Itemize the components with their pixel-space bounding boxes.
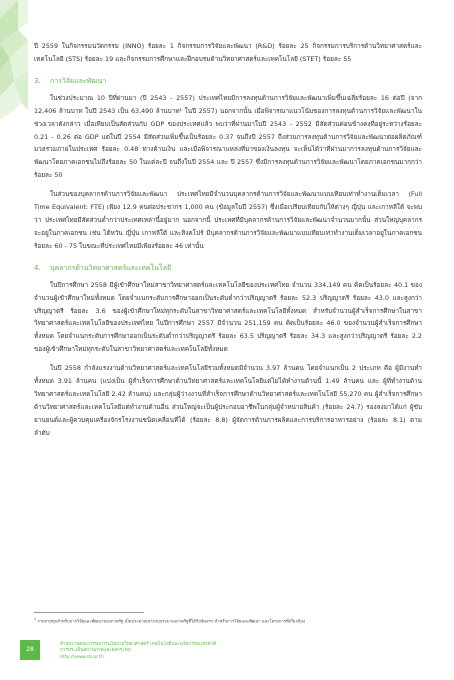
paragraph-rnd-investment: ในช่วงประมาณ 10 ปีที่ผ่านมา (ปี 2543 - 2557) ประเทศไทยมีการลงทุนด้านการวิจัยและพัฒนาเพิ่มขึ้นเฉลี่ยร้อยละ 16 ต่อปี (จาก 12,406 ล้านบาท ในปี 2543 เป็น 63,490 ล้านบาท¹ ในปี 2557) นอกจากนั้น เมื่อพิจารณาแนวโน้มของการลงทุนด้านการวิจัยและพัฒนาในช่วงเวลาดังกล่าว เมื่อเทียบเป็นสัดส่วนกับ GDP ของประเทศแล้ว พบว่าที่ผ่านมาในปี 2543 - 2552 มีสัดส่วนค่อนข้างคงที่อยู่ระหว่างร้อยละ 0.21 - 0.26 ต่อ GDP แต่ในปี 2554 มีสัดส่วนเพิ่มขึ้นเป็นร้อยละ 0.37 จนถึงปี 2557 ถึงส่วนการลงทุนด้านการวิจัยและพัฒนาต่อผลิตภัณฑ์มวลรวมภายในประเทศ ร้อยละ 0.48 ทางด้านเงิน และเมื่อพิจารณาแหล่งที่มาของเงินลงทุน จะเห็นได้ว่าที่ผ่านมาการลงทุนด้านการวิจัยและพัฒนาโดยภาคเอกชนไม่ถึงร้อยละ 50 ในแต่ละปี จนถึงในปี 2554 และ ปี 2557 ซึ่งมีการลงทุนด้านการวิจัยและพัฒนาโดยภาคเอกชนมากกว่าร้อยละ 50 [34,93,422,180]
section-heading-rnd [34,75,422,88]
page-number-badge [20,640,40,660]
section-number: 4. [34,263,41,272]
paragraph-st-workforce: ในปี 2558 กำลังแรงงานด้านวิทยาศาสตร์และเทคโนโลยีรวมทั้งหมดมีจำนวน 3.97 ล้านคน โดยจำแนกเป็น 2 ประเภท คือ ผู้มีงานทำทั้งหมด 3.91 ล้านคน (แบ่งเป็น ผู้สำเร็จการศึกษาด้านวิทยาศาสตร์และเทคโนโลยีแต่ไม่ได้ทำงานด้านนี้ 1.49 ล้านคน และ ผู้ที่ทำงานด้านวิทยาศาสตร์และเทคโนโลยี 2.42 ล้านคน) และกลุ่มผู้ว่างงานที่สำเร็จการศึกษาด้านวิทยาศาสตร์และเทคโนโลยี 55,270 คน ผู้สำเร็จการศึกษาด้านวิทยาศาสตร์และเทคโนโลยีแต่ทำงานด้านอื่น ส่วนใหญ่จะเป็นผู้ประกอบอาชีพในกลุ่มผู้จำหน่ายสินค้า (ร้อยละ 24.7) รองลงมาได้แก่ ผู้ขับยานยนต์และผู้ควบคุมเครื่องจักรโรงงานชนิดเคลื่อนที่ได้ (ร้อยละ 8.8) ผู้จัดการด้านการผลิตและการบริการอาหารอย่าง (ร้อยละ 8.1) ตามลำดับ [34,364,422,437]
footer-line-org: สำนักงานคณะกรรมการนโยบายวิทยาศาสตร์ เทคโนโลยีและนวัตกรรมแห่งชาติ [60,642,217,647]
section-heading-st-personnel [34,262,422,275]
page-number: 28 [26,646,34,653]
footer-link-url[interactable]: http://www.sti.or.th [60,654,104,660]
footnote-mark: 1 [34,617,37,621]
footer-publisher [60,642,320,661]
paragraph-science-activities: ปี 2559 ในกิจกรรมนวัตกรรม (INNO) ร้อยละ 1 กิจกรรมการวิจัยและพัฒนา (R&D) ร้อยละ 25 กิจกรรมการบริการด้านวิทยาศาสตร์และเทคโนโลยี (STS) ร้อยละ 19 และกิจกรรมการศึกษาและฝึกอบรมด้านวิทยาศาสตร์และเทคโนโลยี (STET) ร้อยละ 55 [34,42,422,63]
page-body [34,40,422,440]
paragraph-rnd-personnel: ในส่วนของบุคลากรด้านการวิจัยและพัฒนา ประเทศไทยมีจำนวนบุคลากรด้านการวิจัยและพัฒนาแบบเทียบเท่าทำงานเต็มเวลา (Full Time Equivalent: FTE) เพียง 12.9 คนต่อประชากร 1,000 คน (ข้อมูลในปี 2557) ซึ่งเมื่อเปรียบเทียบกับให้ต่างๆ ญี่ปุ่น และเกาหลีใต้ จะพบว่า ประเทศไทยมีสัดส่วนต่ำกว่าประเทศเหล่านี้อยู่มาก นอกจากนี้ ประเทศที่มีบุคลากรด้านการวิจัยและพัฒนาจำนวนมากนั้น ส่วนใหญ่บุคลากรจะอยู่ในภาคเอกชน เช่น ไต้หวัน ญี่ปุ่น เกาหลีใต้ และสิงคโปร์ มีบุคลากรด้านการวิจัยและพัฒนาแบบเทียบเท่าทำงานเต็มเวลาอยู่ในภาคเอกชนร้อยละ 60 - 75 ในขณะที่ประเทศไทยมีเพียงร้อยละ 46 เท่านั้น [34,190,422,250]
corner-geometric-pattern [0,0,28,120]
section-number: 3. [34,76,41,85]
section-title: การวิจัยและพัฒนา [50,76,107,85]
footnote-divider [34,612,144,613]
footnote [34,616,422,624]
footnote-text: รายจ่ายทุกสำหรับการวิจัยและพัฒนาของภาครัฐ เป็นประมาณจากงบประมาณภาครัฐที่ได้รับจัดสรร สำหรับการวิจัยและพัฒนา และโครงการที่เกี่ยวข้อง [37,618,305,624]
paragraph-st-students: ในปีการศึกษา 2558 มีผู้เข้าศึกษาใหม่สาขาวิทยาศาสตร์และเทคโนโลยีของประเทศไทย จำนวน 334,149 คน คิดเป็นร้อยละ 40.1 ของจำนวนผู้เข้าศึกษาใหม่ทั้งหมด โดยจำแนกระดับการศึกษาออกเป็นระดับต่ำกว่าปริญญาตรี ร้อยละ 52.3 ปริญญาตรี ร้อยละ 43.0 และสูงกว่าปริญญาตรี ร้อยละ 3.6 ของผู้เข้าศึกษาใหม่ทุกระดับในสาขาวิทยาศาสตร์และเทคโนโลยีทั้งหมด สำหรับจำนวนผู้สำเร็จการศึกษาในสาขาวิทยาศาสตร์และเทคโนโลยีของประเทศไทย ในปีการศึกษา 2557 มีจำนวน 251,159 คน คิดเป็นร้อยละ 46.0 ของจำนวนผู้สำเร็จการศึกษาทั้งหมด โดยจำแนกระดับการศึกษาออกเป็นระดับต่ำกว่าปริญญาตรี ร้อยละ 63.5 ปริญญาตรี ร้อยละ 34.3 และสูงกว่าปริญญาตรี ร้อยละ 2.2 ของผู้เข้าศึกษาใหม่ทุกระดับในสาขาวิทยาศาสตร์และเทคโนโลยีทั้งหมด [34,280,422,354]
footer-line-title: การประเมินสถานภาพและผลกระทบ [60,648,131,654]
section-title: บุคลากรด้านวิทยาศาสตร์และเทคโนโลยี [50,263,172,272]
